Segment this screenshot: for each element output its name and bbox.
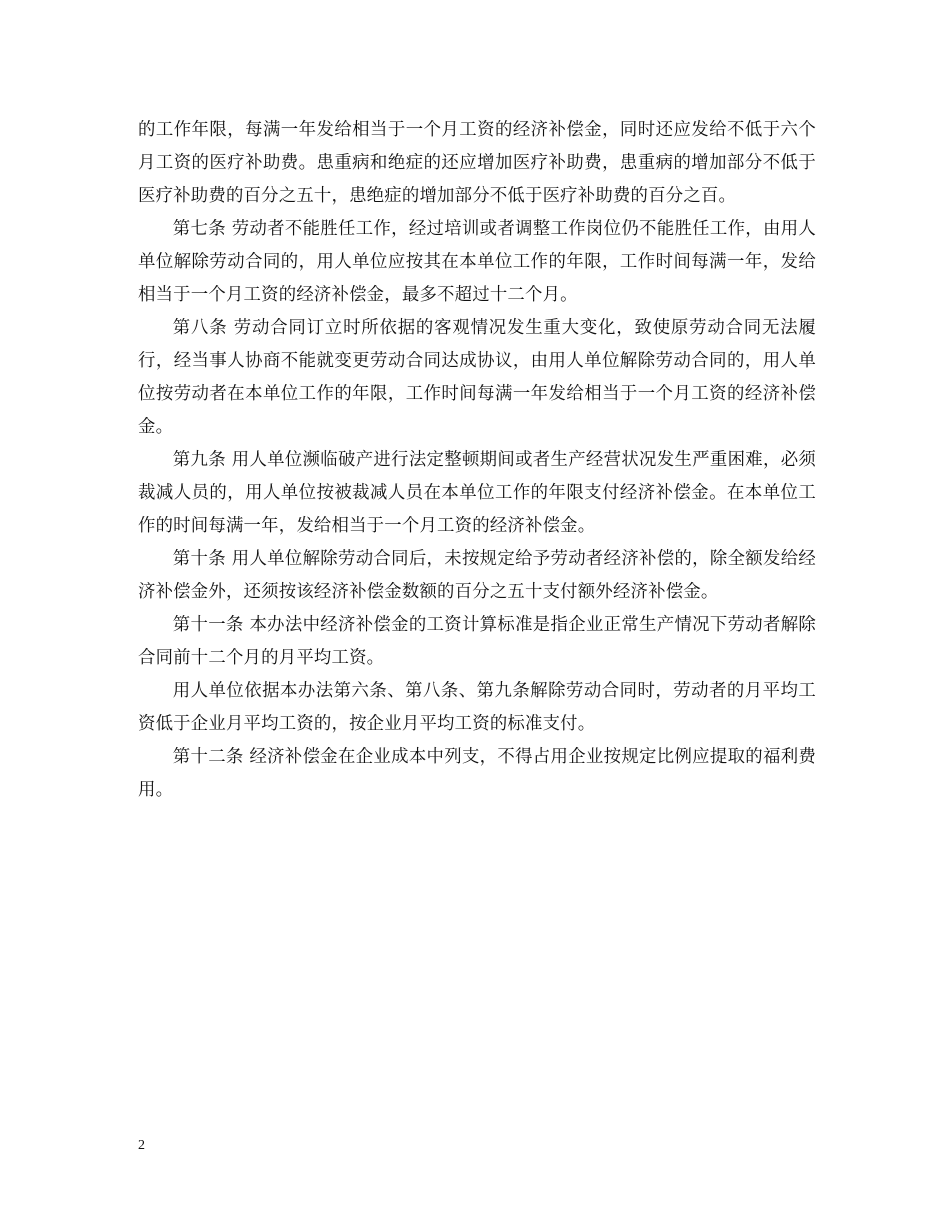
paragraph-article-9: 第九条 用人单位濒临破产进行法定整顿期间或者生产经营状况发生严重困难，必须裁减人员的，用人单位按被裁减人员在本单位工作的年限支付经济补偿金。在本单位工作的时间每满一年，发给相当于一个月工资的经济补偿金。: [138, 450, 816, 536]
paragraph-article-10: 第十条 用人单位解除劳动合同后，未按规定给予劳动者经济补偿的，除全额发给经济补偿金外，还须按该经济补偿金数额的百分之五十支付额外经济补偿金。: [138, 549, 816, 602]
paragraph-article-7: 第七条 劳动者不能胜任工作，经过培训或者调整工作岗位仍不能胜任工作，由用人单位解除劳动合同的，用人单位应按其在本单位工作的年限，工作时间每满一年，发给相当于一个月工资的经济补偿金，最多不超过十二个月。: [138, 219, 816, 305]
document-body: [138, 114, 816, 807]
page-number: 2: [138, 1138, 145, 1153]
paragraph-article-8: 第八条 劳动合同订立时所依据的客观情况发生重大变化，致使原劳动合同无法履行，经当事人协商不能就变更劳动合同达成协议，由用人单位解除劳动合同的，用人单位按劳动者在本单位工作的年限，工作时间每满一年发给相当于一个月工资的经济补偿金。: [138, 318, 816, 437]
paragraph-1: 的工作年限，每满一年发给相当于一个月工资的经济补偿金，同时还应发给不低于六个月工资的医疗补助费。患重病和绝症的还应增加医疗补助费，患重病的增加部分不低于医疗补助费的百分之五十，患绝症的增加部分不低于医疗补助费的百分之百。: [138, 120, 816, 206]
paragraph-article-11: 第十一条 本办法中经济补偿金的工资计算标准是指企业正常生产情况下劳动者解除合同前十二个月的月平均工资。: [138, 615, 816, 668]
paragraph-article-11-supplement: 用人单位依据本办法第六条、第八条、第九条解除劳动合同时，劳动者的月平均工资低于企业月平均工资的，按企业月平均工资的标准支付。: [138, 681, 816, 734]
paragraph-article-12: 第十二条 经济补偿金在企业成本中列支，不得占用企业按规定比例应提取的福利费用。: [138, 747, 816, 800]
